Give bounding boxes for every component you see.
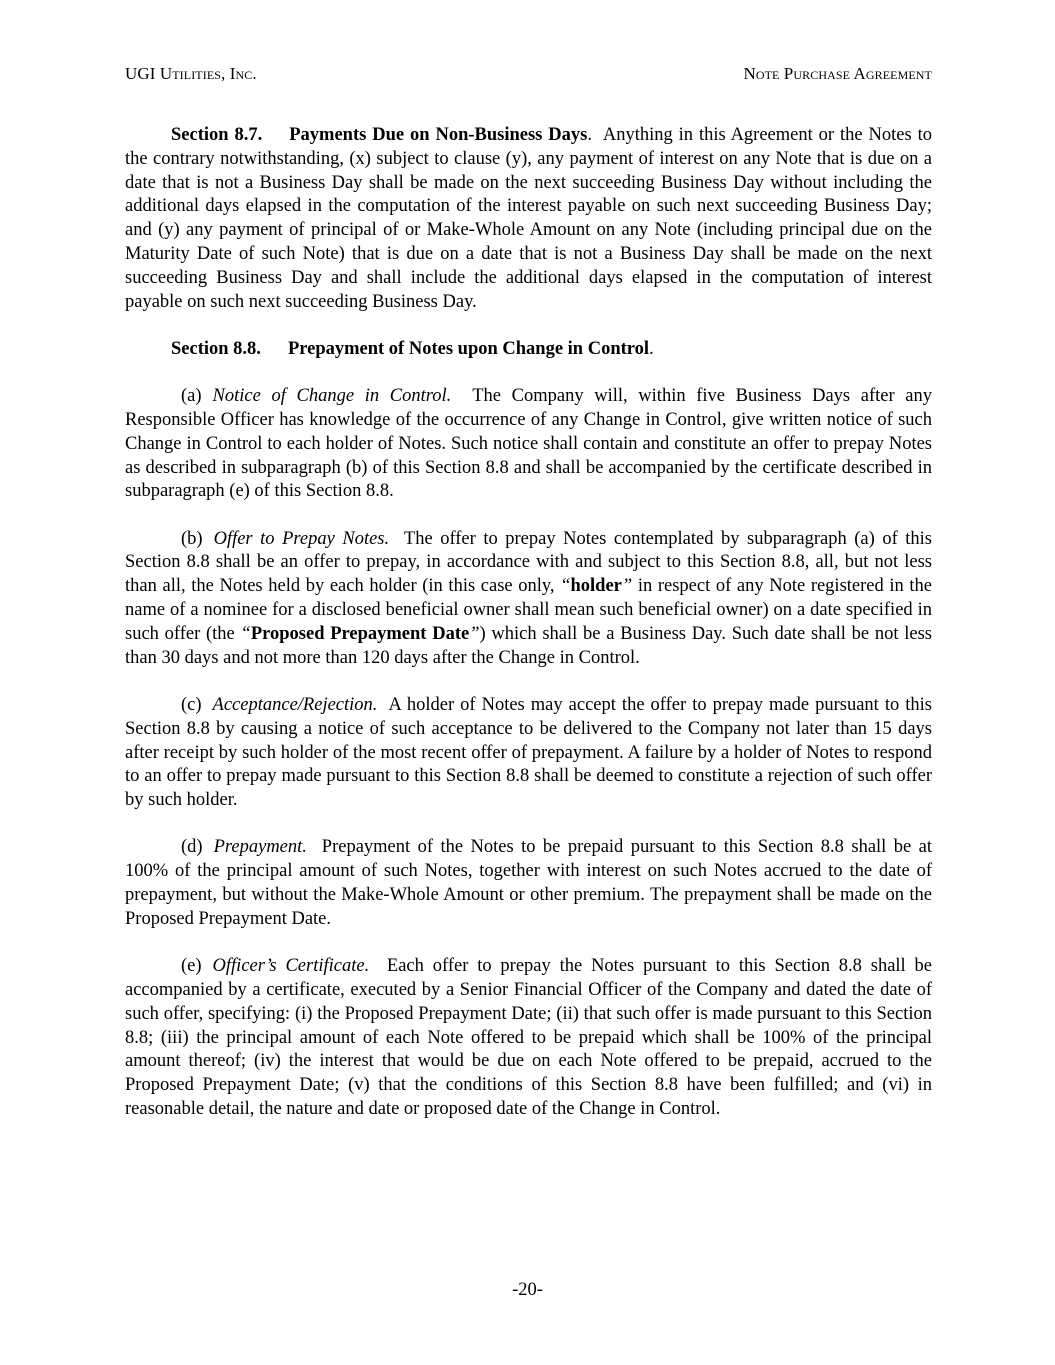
paragraph-e-text: Each offer to prepay the Notes pursuant to this Section 8.8 shall be accompanied by a certificate, executed by a Senior Financial Officer of the Company and dated the date of such offer, specifying: (i) the Proposed Prepayment Date; (ii) that such offer is made pursuant to this Section 8.8; (iii) the principal amount of each Note offered to be prepaid which shall be 100% of the principal amount thereof; (iv) the interest that would be due on each Note offered to be prepaid, accrued to the Proposed Prepayment Date; (v) that the conditions of this Section 8.8 have been fulfilled; and (vi) in reasonable detail, the nature and date or proposed date of the Change in Control.: [125, 956, 933, 1119]
term-holder: holder: [570, 576, 622, 597]
paragraph-c-heading: Acceptance/Rejection.: [212, 694, 378, 715]
section-8-7-text: Anything in this Agreement or the Notes to the contrary notwithstanding, (x) subject to clause (y), any payment of interest on any Note that is due on a date that is not a Business Day shall be made on the next succeeding Business Day without including the additional days elapsed in the computation of the interest payable on such next succeeding Business Day; and (y) any payment of principal of or Make-Whole Amount on any Note (including principal due on the Maturity Date of such Note) that is due on a date that is not a Business Day shall be made on the next succeeding Business Day and shall include the additional days elapsed in the computation of interest payable on such next succeeding Business Day.: [125, 125, 932, 312]
section-8-8-number: Section 8.8.: [171, 338, 261, 359]
paragraph-b-heading: Offer to Prepay Notes.: [213, 528, 390, 549]
page-number: -20-: [512, 1280, 543, 1300]
paragraph-b-text-3: ) which shall be a Business Day. Such date shall be not less than 30 days and not more than 120 days after the Change in Control.: [125, 623, 933, 668]
section-8-8-period: .: [649, 338, 654, 359]
paragraph-c: [125, 694, 932, 813]
paragraph-a-label: (a): [181, 386, 202, 407]
page-header: [125, 64, 932, 84]
section-8-8-title: Prepayment of Notes upon Change in Control: [287, 338, 650, 359]
paragraph-a: [125, 385, 932, 504]
section-8-7-title: Payments Due on Non-Business Days: [289, 125, 588, 145]
paragraph-b-text-1: The offer to prepay Notes contemplated by subparagraph (a) of this Section 8.8 shall be an offer to prepay, in accordance with and subject to this Section 8.8, all, but not less than all, the Notes held by each holder (in this case only,: [125, 528, 932, 597]
section-8-8: [125, 338, 932, 362]
header-document-title: Note Purchase Agreement: [743, 64, 932, 83]
section-8-7-number: Section 8.7.: [171, 125, 263, 145]
paragraph-a-heading: Notice of Change in Control.: [212, 386, 452, 407]
section-8-7-period: .: [587, 125, 592, 145]
paragraph-c-text: A holder of Notes may accept the offer to prepay made pursuant to this Section 8.8 by causing a notice of such acceptance to be delivered to the Company not later than 15 days after receipt by such holder of the most recent offer of prepayment. A failure by a holder of Notes to respond to an offer to prepay made pursuant to this Section 8.8 shall be deemed to constitute a rejection of such offer by such holder.: [125, 694, 932, 811]
paragraph-d-label: (d): [181, 837, 203, 858]
paragraph-b-text-2: in respect of any Note registered in the name of a nominee for a disclosed beneficial owner shall mean such beneficial owner) on a date specified in such offer (the: [125, 576, 932, 644]
paragraph-b-quote-close-2: ”: [469, 623, 480, 644]
paragraph-e: [125, 955, 932, 1122]
paragraph-e-label: (e): [181, 956, 202, 977]
header-company: UGI Utilities, Inc.: [125, 64, 257, 83]
paragraph-d: [125, 836, 932, 931]
section-8-7: [125, 124, 932, 314]
paragraph-b: [125, 528, 932, 671]
document-body: [125, 124, 932, 1145]
paragraph-a-text: The Company will, within five Business Days after any Responsible Officer has knowledge of the occurrence of any Change in Control, give written notice of such Change in Control to each holder of Notes. Such notice shall contain and constitute an offer to prepay Notes as described in subparagraph (b) of this Section 8.8 and shall be accompanied by the certificate described in subparagraph (e) of this Section 8.8.: [125, 386, 932, 502]
paragraph-b-label: (b): [181, 528, 203, 549]
paragraph-b-quote-open-2: “: [240, 623, 251, 644]
term-proposed-prepayment-date: Proposed Prepayment Date: [250, 623, 470, 644]
paragraph-d-text: Prepayment of the Notes to be prepaid pursuant to this Section 8.8 shall be at 100% of the principal amount of such Notes, together with interest on such Notes accrued to the date of prepayment, but without the Make-Whole Amount or other premium. The prepayment shall be made on the Proposed Prepayment Date.: [125, 837, 933, 929]
paragraph-b-quote-close-1: ”: [621, 576, 633, 597]
paragraph-c-label: (c): [181, 694, 202, 715]
paragraph-d-heading: Prepayment.: [213, 837, 307, 858]
paragraph-e-heading: Officer’s Certificate.: [212, 956, 370, 977]
paragraph-b-quote-open-1: “: [560, 576, 571, 597]
